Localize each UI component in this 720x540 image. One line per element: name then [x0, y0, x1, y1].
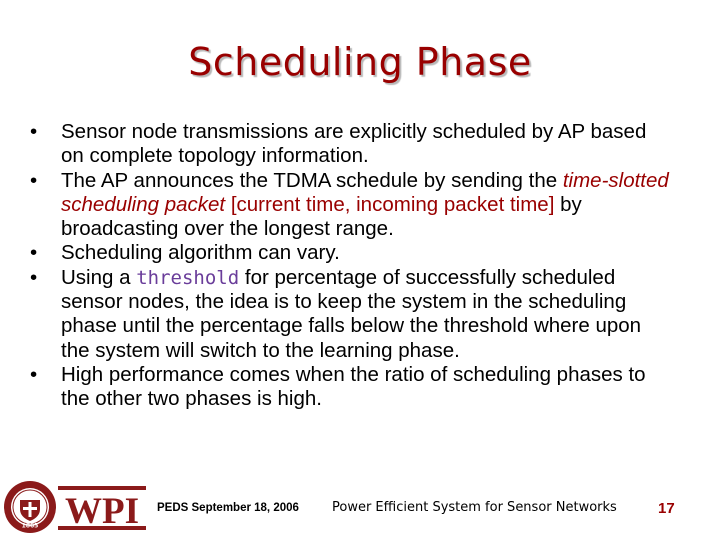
slide-title: Scheduling Phase — [188, 40, 532, 84]
bullet-item-3 — [30, 241, 670, 265]
bullet-item-1 — [30, 120, 670, 169]
footer-presentation-title: Power Efficient System for Sensor Networks — [332, 500, 617, 515]
wpi-logo — [2, 478, 150, 536]
bullet-marker: • — [30, 362, 38, 386]
wpi-wordmark: WPI — [65, 491, 139, 532]
seal-year: 1865 — [21, 522, 39, 530]
bullet-text: The AP announces the TDMA schedule by sending the — [61, 168, 563, 192]
packet-fields-text: [current time, incoming packet time] — [225, 192, 555, 216]
page-number: 17 — [658, 500, 675, 517]
wpi-seal-icon — [4, 481, 56, 533]
bullet-item-5 — [30, 363, 670, 412]
bullet-item-4 — [30, 266, 670, 363]
bullet-list — [30, 120, 670, 412]
bullet-text: High performance comes when the ratio of scheduling phases to the other two phases is high. — [61, 362, 646, 411]
bullet-marker: • — [30, 241, 38, 265]
bullet-text: Sensor node transmissions are explicitly scheduled by AP based on complete topology information. — [61, 120, 647, 168]
bullet-marker: • — [30, 168, 38, 192]
packet-name-text: time-slotted scheduling packet — [61, 168, 669, 216]
bullet-text: Using a — [61, 265, 137, 289]
bullet-marker: • — [30, 120, 38, 143]
bullet-text: Scheduling algorithm can vary. — [61, 241, 340, 265]
bullet-text: for percentage of successfully scheduled sensor nodes, the idea is to keep the system in the scheduling phase until the percentage falls below the threshold where upon the system will switch to the learning phase. — [61, 265, 642, 362]
bullet-text: by broadcasting over the longest range. — [61, 192, 582, 241]
bullet-item-2 — [30, 169, 670, 242]
footer-date: PEDS September 18, 2006 — [157, 502, 299, 514]
bullet-marker: • — [30, 265, 38, 289]
threshold-keyword: threshold — [136, 266, 240, 289]
